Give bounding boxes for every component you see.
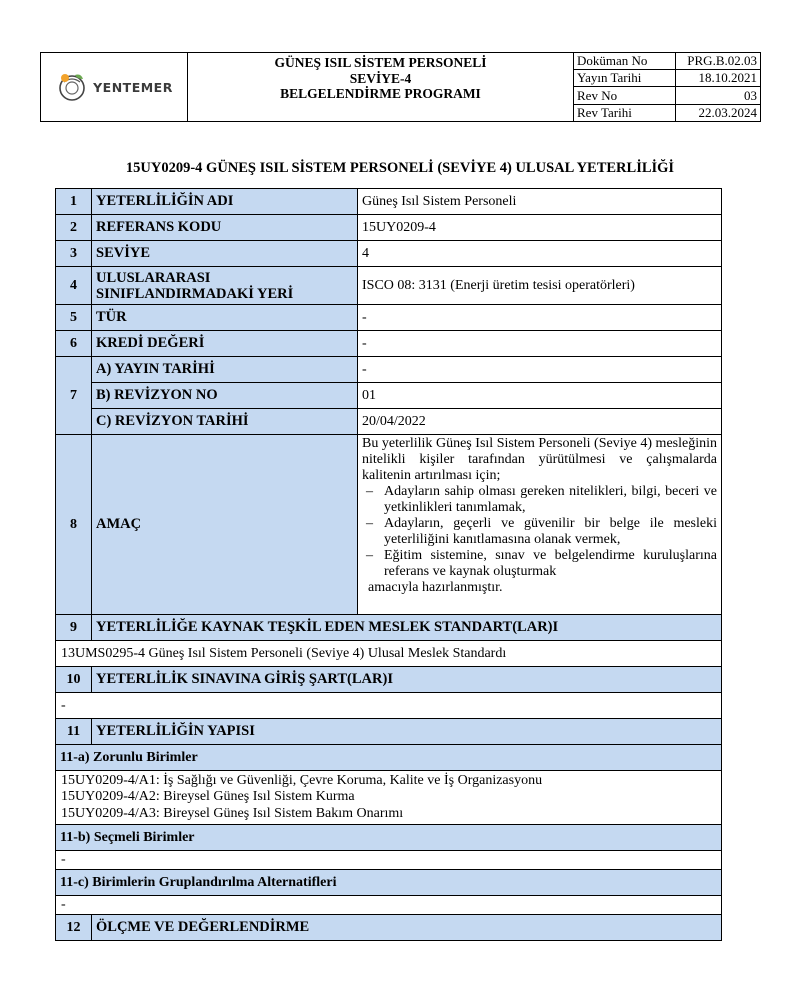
row-international-classification xyxy=(56,267,722,305)
row-number: 4 xyxy=(56,267,92,305)
qualification-table xyxy=(55,188,722,941)
section-heading: YETERLİLİK SINAVINA GİRİŞ ŞART(LAR)I xyxy=(92,667,722,693)
purpose-bullet: – Adayların, geçerli ve güvenilir bir belge ile mesleki yeterliliğini kanıtlamasına olanak vermek, xyxy=(362,516,717,548)
row-number: 6 xyxy=(56,331,92,357)
row-label-line: ULUSLARARASI xyxy=(96,269,211,286)
meta-key: Yayın Tarihi xyxy=(574,70,676,87)
document-title: 15UY0209-4 GÜNEŞ ISIL SİSTEM PERSONELİ (SEVİYE 4) ULUSAL YETERLİLİĞİ xyxy=(125,160,675,176)
section-occupational-standards xyxy=(56,615,722,641)
row-value: 01 xyxy=(358,383,722,409)
section-number: 9 xyxy=(56,615,92,641)
document-meta xyxy=(574,53,761,122)
row-value: Güneş Isıl Sistem Personeli xyxy=(358,189,722,215)
occupational-standards-value-row xyxy=(56,641,722,667)
row-label: YETERLİLİĞİN ADI xyxy=(92,189,358,215)
logo-text: YENTEMER xyxy=(93,79,173,95)
section-number: 11 xyxy=(56,719,92,745)
purpose-list xyxy=(362,484,717,580)
meta-value: PRG.B.02.03 xyxy=(676,53,761,70)
row-label: C) REVİZYON TARİHİ xyxy=(92,409,358,435)
mandatory-units-row xyxy=(56,771,722,825)
elective-units-value: - xyxy=(56,851,722,870)
row-label xyxy=(92,267,358,305)
meta-row xyxy=(574,87,760,104)
row-revision-no xyxy=(56,383,722,409)
meta-table xyxy=(574,53,760,121)
row-label: TÜR xyxy=(92,305,358,331)
elective-units-row xyxy=(56,851,722,870)
row-value: 15UY0209-4 xyxy=(358,215,722,241)
section-assessment xyxy=(56,915,722,941)
unit-item: 15UY0209-4/A2: Bireysel Güneş Isıl Sistem Kurma xyxy=(61,789,355,805)
row-number: 8 xyxy=(56,435,92,615)
section-exam-entry-requirements xyxy=(56,667,722,693)
row-number: 5 xyxy=(56,305,92,331)
purpose-bullet: – Adayların sahip olması gereken nitelikleri, bilgi, beceri ve yetkinlikleri tanımlamak, xyxy=(362,484,717,516)
meta-row xyxy=(574,70,760,87)
section-heading: YETERLİLİĞİN YAPISI xyxy=(92,719,722,745)
row-type xyxy=(56,305,722,331)
meta-value: 18.10.2021 xyxy=(676,70,761,87)
grouping-alternatives-row xyxy=(56,896,722,915)
meta-value: 03 xyxy=(676,87,761,104)
meta-key: Doküman No xyxy=(574,53,676,70)
meta-key: Rev Tarihi xyxy=(574,104,676,121)
row-number: 2 xyxy=(56,215,92,241)
row-revision-date xyxy=(56,409,722,435)
program-title xyxy=(188,53,574,122)
meta-row xyxy=(574,104,760,121)
row-label: B) REVİZYON NO xyxy=(92,383,358,409)
row-level xyxy=(56,241,722,267)
row-label: A) YAYIN TARİHİ xyxy=(92,357,358,383)
document-header xyxy=(40,52,761,122)
logo-emblem-icon xyxy=(55,70,89,104)
row-value: - xyxy=(358,357,722,383)
section-number: 12 xyxy=(56,915,92,941)
purpose-bullet: – Eğitim sistemine, sınav ve belgelendirme kuruluşlarına referans ve kaynak oluşturmak xyxy=(362,548,717,580)
elective-units-heading: 11-b) Seçmeli Birimler xyxy=(56,825,722,851)
row-label-line: SINIFLANDIRMADAKİ YERİ xyxy=(96,285,294,302)
row-value: - xyxy=(358,305,722,331)
row-credit-value xyxy=(56,331,722,357)
section-number: 10 xyxy=(56,667,92,693)
logo-cell xyxy=(41,53,188,122)
row-number: 3 xyxy=(56,241,92,267)
grouping-alternatives-heading-row xyxy=(56,870,722,896)
row-label: AMAÇ xyxy=(92,435,358,615)
meta-row xyxy=(574,53,760,70)
grouping-alternatives-value: - xyxy=(56,896,722,915)
section-qualification-structure xyxy=(56,719,722,745)
purpose-outro: amacıyla hazırlanmıştır. xyxy=(368,580,503,595)
company-logo xyxy=(41,54,187,120)
row-value: 4 xyxy=(358,241,722,267)
row-publication-date xyxy=(56,357,722,383)
grouping-alternatives-heading: 11-c) Birimlerin Gruplandırılma Alternatifleri xyxy=(56,870,722,896)
row-value: 20/04/2022 xyxy=(358,409,722,435)
exam-entry-value: - xyxy=(56,693,722,719)
row-label: SEVİYE xyxy=(92,241,358,267)
section-heading: ÖLÇME VE DEĞERLENDİRME xyxy=(92,915,722,941)
meta-value: 22.03.2024 xyxy=(676,104,761,121)
unit-item: 15UY0209-4/A3: Bireysel Güneş Isıl Sistem Bakım Onarımı xyxy=(61,805,404,821)
row-reference-code xyxy=(56,215,722,241)
row-label: REFERANS KODU xyxy=(92,215,358,241)
program-title-line: SEVİYE-4 xyxy=(349,70,412,86)
row-value: ISCO 08: 3131 (Enerji üretim tesisi operatörleri) xyxy=(358,267,722,305)
occupational-standards-value: 13UMS0295-4 Güneş Isıl Sistem Personeli (Seviye 4) Ulusal Meslek Standardı xyxy=(56,641,722,667)
unit-item: 15UY0209-4/A1: İş Sağlığı ve Güvenliği, Çevre Koruma, Kalite ve İş Organizasyonu xyxy=(61,772,543,788)
section-heading: YETERLİLİĞE KAYNAK TEŞKİL EDEN MESLEK STANDART(LAR)I xyxy=(92,615,722,641)
elective-units-heading-row xyxy=(56,825,722,851)
mandatory-units-heading: 11-a) Zorunlu Birimler xyxy=(56,745,722,771)
exam-entry-value-row xyxy=(56,693,722,719)
row-value: - xyxy=(358,331,722,357)
row-purpose xyxy=(56,435,722,615)
purpose-text xyxy=(358,435,722,615)
purpose-intro: Bu yeterlilik Güneş Isıl Sistem Personeli (Seviye 4) mesleğinin nitelikli kişiler tarafından yürütülmesi ve çalışmalarda kalitenin artırılması için; xyxy=(362,436,717,483)
row-qualification-name xyxy=(56,189,722,215)
program-title-line: GÜNEŞ ISIL SİSTEM PERSONELİ xyxy=(274,55,487,70)
row-label: KREDİ DEĞERİ xyxy=(92,331,358,357)
row-number: 1 xyxy=(56,189,92,215)
meta-key: Rev No xyxy=(574,87,676,104)
program-title-line: BELGELENDİRME PROGRAMI xyxy=(280,86,481,101)
row-number: 7 xyxy=(56,357,92,435)
mandatory-units-heading-row xyxy=(56,745,722,771)
mandatory-units-list xyxy=(56,771,722,825)
